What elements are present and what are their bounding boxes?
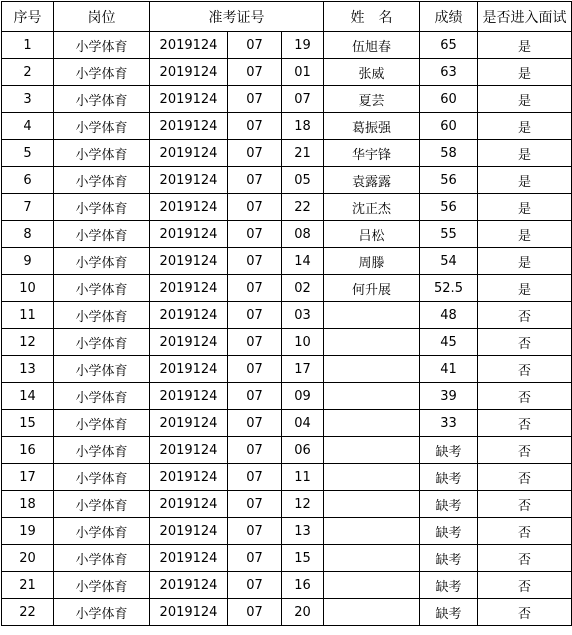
table-row (2, 32, 572, 59)
score-cell: 58 (420, 140, 478, 167)
ticket-prefix-cell: 2019124 (150, 140, 228, 167)
table-row (2, 194, 572, 221)
interview-cell: 否 (478, 491, 572, 518)
position-cell: 小学体育 (54, 221, 150, 248)
ticket-prefix-cell: 2019124 (150, 59, 228, 86)
ticket-room-cell: 07 (228, 248, 282, 275)
ticket-prefix-cell: 2019124 (150, 356, 228, 383)
position-cell: 小学体育 (54, 383, 150, 410)
table-row (2, 248, 572, 275)
table-row (2, 518, 572, 545)
interview-cell: 是 (478, 59, 572, 86)
ticket-prefix-cell: 2019124 (150, 518, 228, 545)
table-row (2, 383, 572, 410)
seq-cell: 6 (2, 167, 54, 194)
name-cell (324, 437, 420, 464)
ticket-seat-cell: 01 (282, 59, 324, 86)
ticket-seat-cell: 18 (282, 113, 324, 140)
position-cell: 小学体育 (54, 32, 150, 59)
table-row (2, 329, 572, 356)
header-row (2, 2, 572, 32)
name-cell (324, 491, 420, 518)
ticket-seat-cell: 13 (282, 518, 324, 545)
ticket-prefix-cell: 2019124 (150, 302, 228, 329)
score-cell: 缺考 (420, 518, 478, 545)
name-cell: 葛振强 (324, 113, 420, 140)
ticket-seat-cell: 14 (282, 248, 324, 275)
seq-cell: 10 (2, 275, 54, 302)
score-cell: 39 (420, 383, 478, 410)
table-row (2, 410, 572, 437)
table-row (2, 599, 572, 626)
ticket-room-cell: 07 (228, 437, 282, 464)
score-cell: 56 (420, 167, 478, 194)
table-row (2, 113, 572, 140)
ticket-prefix-cell: 2019124 (150, 545, 228, 572)
seq-cell: 13 (2, 356, 54, 383)
score-cell: 54 (420, 248, 478, 275)
name-cell: 夏芸 (324, 86, 420, 113)
name-cell (324, 383, 420, 410)
seq-cell: 18 (2, 491, 54, 518)
interview-cell: 否 (478, 329, 572, 356)
ticket-room-cell: 07 (228, 410, 282, 437)
seq-cell: 16 (2, 437, 54, 464)
seq-cell: 19 (2, 518, 54, 545)
score-cell: 60 (420, 86, 478, 113)
score-cell: 45 (420, 329, 478, 356)
score-cell: 48 (420, 302, 478, 329)
table-row (2, 356, 572, 383)
position-cell: 小学体育 (54, 410, 150, 437)
position-cell: 小学体育 (54, 572, 150, 599)
interview-cell: 是 (478, 140, 572, 167)
ticket-room-cell: 07 (228, 599, 282, 626)
ticket-seat-cell: 22 (282, 194, 324, 221)
header-score: 成绩 (420, 2, 478, 32)
interview-cell: 否 (478, 437, 572, 464)
table-row (2, 572, 572, 599)
position-cell: 小学体育 (54, 248, 150, 275)
table-row (2, 167, 572, 194)
ticket-prefix-cell: 2019124 (150, 275, 228, 302)
table-row (2, 302, 572, 329)
name-cell: 吕松 (324, 221, 420, 248)
ticket-room-cell: 07 (228, 167, 282, 194)
ticket-room-cell: 07 (228, 518, 282, 545)
name-cell (324, 302, 420, 329)
score-cell: 缺考 (420, 572, 478, 599)
ticket-seat-cell: 05 (282, 167, 324, 194)
position-cell: 小学体育 (54, 86, 150, 113)
ticket-prefix-cell: 2019124 (150, 32, 228, 59)
interview-cell: 否 (478, 302, 572, 329)
name-cell: 华宇锋 (324, 140, 420, 167)
ticket-prefix-cell: 2019124 (150, 599, 228, 626)
position-cell: 小学体育 (54, 329, 150, 356)
ticket-seat-cell: 20 (282, 599, 324, 626)
name-cell (324, 464, 420, 491)
seq-cell: 3 (2, 86, 54, 113)
interview-cell: 否 (478, 599, 572, 626)
score-cell: 缺考 (420, 545, 478, 572)
name-cell (324, 572, 420, 599)
ticket-seat-cell: 06 (282, 437, 324, 464)
ticket-room-cell: 07 (228, 329, 282, 356)
header-ticket: 准考证号 (150, 2, 324, 32)
ticket-seat-cell: 16 (282, 572, 324, 599)
ticket-prefix-cell: 2019124 (150, 221, 228, 248)
position-cell: 小学体育 (54, 518, 150, 545)
name-cell: 袁露露 (324, 167, 420, 194)
score-cell: 33 (420, 410, 478, 437)
interview-cell: 是 (478, 32, 572, 59)
score-cell: 60 (420, 113, 478, 140)
score-cell: 55 (420, 221, 478, 248)
ticket-prefix-cell: 2019124 (150, 383, 228, 410)
interview-cell: 否 (478, 518, 572, 545)
ticket-room-cell: 07 (228, 356, 282, 383)
score-cell: 63 (420, 59, 478, 86)
interview-cell: 否 (478, 410, 572, 437)
ticket-room-cell: 07 (228, 302, 282, 329)
ticket-prefix-cell: 2019124 (150, 194, 228, 221)
interview-cell: 否 (478, 572, 572, 599)
table-row (2, 221, 572, 248)
ticket-room-cell: 07 (228, 194, 282, 221)
header-interview: 是否进入面试 (478, 2, 572, 32)
table-row (2, 140, 572, 167)
position-cell: 小学体育 (54, 464, 150, 491)
score-cell: 41 (420, 356, 478, 383)
seq-cell: 11 (2, 302, 54, 329)
ticket-seat-cell: 07 (282, 86, 324, 113)
ticket-prefix-cell: 2019124 (150, 410, 228, 437)
ticket-seat-cell: 09 (282, 383, 324, 410)
seq-cell: 8 (2, 221, 54, 248)
name-cell: 周滕 (324, 248, 420, 275)
ticket-room-cell: 07 (228, 275, 282, 302)
table-row (2, 59, 572, 86)
ticket-seat-cell: 19 (282, 32, 324, 59)
score-cell: 缺考 (420, 599, 478, 626)
header-name: 姓 名 (324, 2, 420, 32)
position-cell: 小学体育 (54, 140, 150, 167)
position-cell: 小学体育 (54, 545, 150, 572)
seq-cell: 14 (2, 383, 54, 410)
seq-cell: 9 (2, 248, 54, 275)
table-row (2, 437, 572, 464)
position-cell: 小学体育 (54, 356, 150, 383)
seq-cell: 12 (2, 329, 54, 356)
name-cell (324, 518, 420, 545)
score-cell: 65 (420, 32, 478, 59)
results-table-body (2, 2, 572, 626)
ticket-room-cell: 07 (228, 464, 282, 491)
name-cell (324, 410, 420, 437)
seq-cell: 17 (2, 464, 54, 491)
interview-cell: 是 (478, 167, 572, 194)
ticket-seat-cell: 04 (282, 410, 324, 437)
position-cell: 小学体育 (54, 302, 150, 329)
name-cell: 伍旭春 (324, 32, 420, 59)
ticket-prefix-cell: 2019124 (150, 491, 228, 518)
position-cell: 小学体育 (54, 194, 150, 221)
name-cell (324, 599, 420, 626)
score-cell: 52.5 (420, 275, 478, 302)
seq-cell: 5 (2, 140, 54, 167)
name-cell (324, 356, 420, 383)
name-cell: 张威 (324, 59, 420, 86)
seq-cell: 2 (2, 59, 54, 86)
table-row (2, 464, 572, 491)
score-cell: 缺考 (420, 464, 478, 491)
interview-cell: 是 (478, 248, 572, 275)
score-cell: 缺考 (420, 437, 478, 464)
ticket-prefix-cell: 2019124 (150, 464, 228, 491)
seq-cell: 15 (2, 410, 54, 437)
position-cell: 小学体育 (54, 59, 150, 86)
ticket-room-cell: 07 (228, 140, 282, 167)
ticket-seat-cell: 10 (282, 329, 324, 356)
results-table (1, 1, 572, 626)
position-cell: 小学体育 (54, 113, 150, 140)
ticket-room-cell: 07 (228, 59, 282, 86)
seq-cell: 22 (2, 599, 54, 626)
name-cell: 沈正杰 (324, 194, 420, 221)
interview-cell: 否 (478, 545, 572, 572)
position-cell: 小学体育 (54, 491, 150, 518)
ticket-prefix-cell: 2019124 (150, 437, 228, 464)
ticket-seat-cell: 21 (282, 140, 324, 167)
interview-cell: 是 (478, 194, 572, 221)
name-cell (324, 329, 420, 356)
seq-cell: 1 (2, 32, 54, 59)
ticket-prefix-cell: 2019124 (150, 86, 228, 113)
name-cell: 何升展 (324, 275, 420, 302)
ticket-seat-cell: 12 (282, 491, 324, 518)
seq-cell: 7 (2, 194, 54, 221)
ticket-prefix-cell: 2019124 (150, 113, 228, 140)
table-row (2, 275, 572, 302)
table-row (2, 545, 572, 572)
ticket-seat-cell: 02 (282, 275, 324, 302)
seq-cell: 21 (2, 572, 54, 599)
ticket-room-cell: 07 (228, 113, 282, 140)
ticket-prefix-cell: 2019124 (150, 167, 228, 194)
ticket-room-cell: 07 (228, 383, 282, 410)
table-row (2, 491, 572, 518)
name-cell (324, 545, 420, 572)
interview-cell: 是 (478, 113, 572, 140)
header-position: 岗位 (54, 2, 150, 32)
interview-cell: 是 (478, 221, 572, 248)
ticket-room-cell: 07 (228, 545, 282, 572)
score-cell: 56 (420, 194, 478, 221)
ticket-room-cell: 07 (228, 221, 282, 248)
header-seq: 序号 (2, 2, 54, 32)
ticket-room-cell: 07 (228, 572, 282, 599)
ticket-room-cell: 07 (228, 86, 282, 113)
interview-cell: 否 (478, 356, 572, 383)
ticket-room-cell: 07 (228, 32, 282, 59)
interview-cell: 否 (478, 464, 572, 491)
ticket-seat-cell: 03 (282, 302, 324, 329)
position-cell: 小学体育 (54, 437, 150, 464)
ticket-seat-cell: 08 (282, 221, 324, 248)
ticket-seat-cell: 17 (282, 356, 324, 383)
score-cell: 缺考 (420, 491, 478, 518)
ticket-prefix-cell: 2019124 (150, 572, 228, 599)
interview-cell: 是 (478, 275, 572, 302)
ticket-room-cell: 07 (228, 491, 282, 518)
position-cell: 小学体育 (54, 167, 150, 194)
position-cell: 小学体育 (54, 275, 150, 302)
seq-cell: 20 (2, 545, 54, 572)
interview-cell: 否 (478, 383, 572, 410)
seq-cell: 4 (2, 113, 54, 140)
interview-cell: 是 (478, 86, 572, 113)
ticket-seat-cell: 15 (282, 545, 324, 572)
table-row (2, 86, 572, 113)
position-cell: 小学体育 (54, 599, 150, 626)
ticket-seat-cell: 11 (282, 464, 324, 491)
ticket-prefix-cell: 2019124 (150, 329, 228, 356)
ticket-prefix-cell: 2019124 (150, 248, 228, 275)
